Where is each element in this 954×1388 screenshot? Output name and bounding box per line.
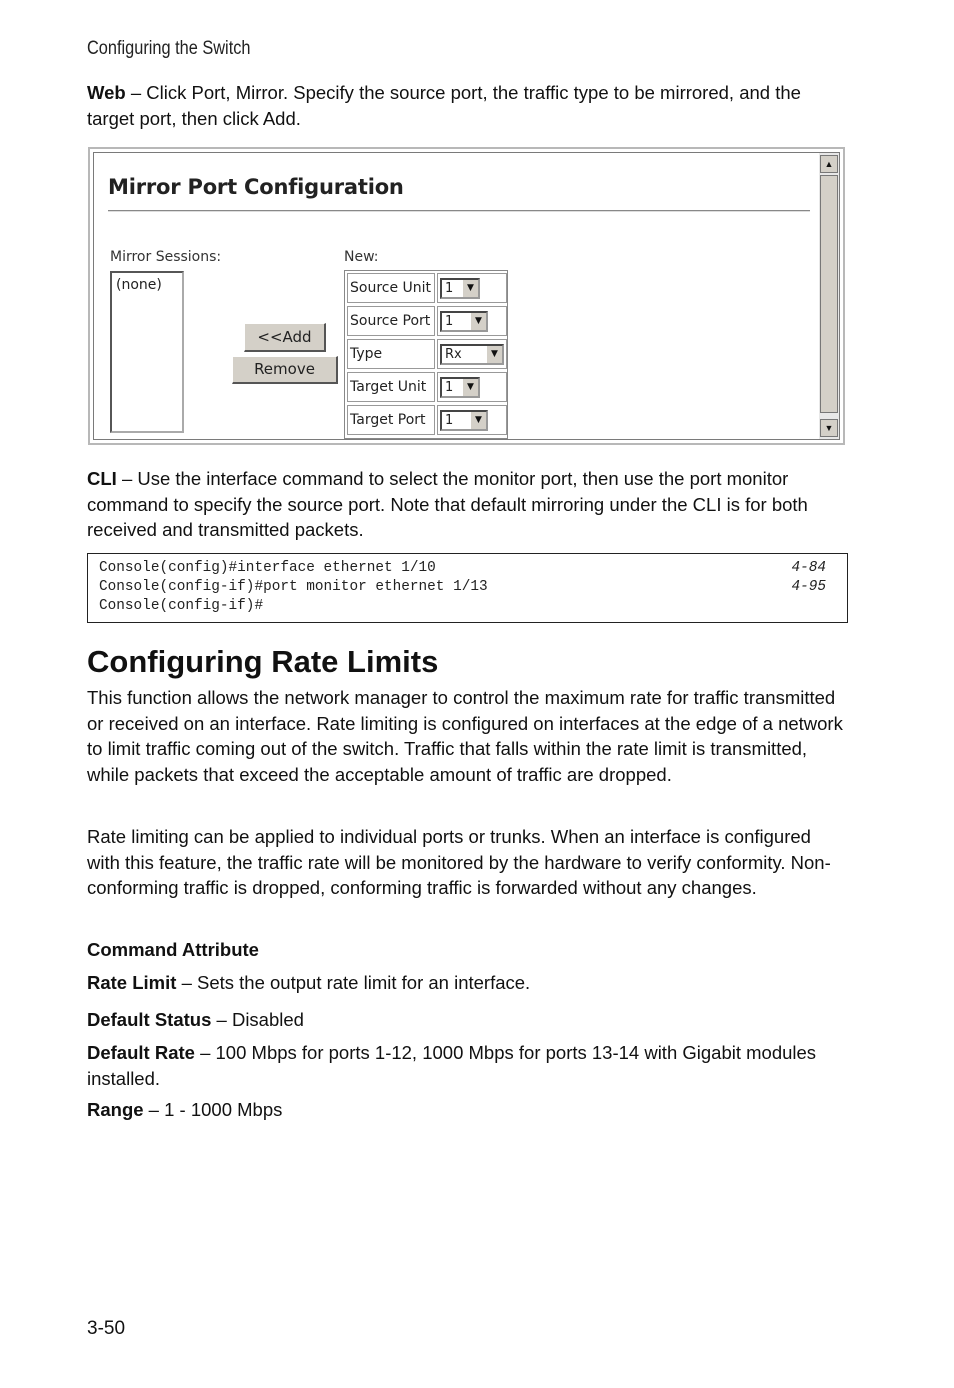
chevron-down-icon[interactable]: ▼ bbox=[462, 379, 478, 396]
type-cell bbox=[437, 339, 507, 369]
cli-code-block bbox=[87, 553, 848, 623]
scroll-up-icon[interactable]: ▲ bbox=[820, 155, 838, 173]
add-button[interactable]: <<Add bbox=[244, 323, 326, 352]
target-port-value: 1 bbox=[445, 413, 454, 428]
code-line: Console(config)#interface ethernet 1/10 bbox=[99, 560, 436, 576]
source-port-select[interactable] bbox=[440, 311, 488, 332]
mirror-port-screenshot bbox=[88, 147, 845, 445]
cli-text: – Use the interface command to select the monitor port, then use the port monitor command to specify the source port. Note that default mirroring under the CLI is for both received and transmitted packets. bbox=[87, 468, 808, 540]
type-select[interactable] bbox=[440, 344, 504, 365]
attr-text: – Disabled bbox=[211, 1009, 304, 1030]
cli-paragraph bbox=[87, 466, 847, 543]
attr-label: Range bbox=[87, 1099, 144, 1120]
web-paragraph bbox=[87, 80, 847, 131]
section-heading: Configuring Rate Limits bbox=[87, 644, 439, 679]
running-header: Configuring the Switch bbox=[87, 38, 251, 59]
target-unit-cell bbox=[437, 372, 507, 402]
target-unit-select[interactable] bbox=[440, 377, 480, 398]
attr-default-rate bbox=[87, 1040, 847, 1091]
source-port-value: 1 bbox=[445, 314, 454, 329]
attr-text: – 1 - 1000 Mbps bbox=[143, 1099, 283, 1120]
body-paragraph: This function allows the network manager to control the maximum rate for traffic transmitted or received on an interface. Rate limiting is configured on interfaces at the edge of a network to limit traffic coming out of the switch. Traffic that falls within the rate limit is transmitted, while packets that exceed the acceptable amount of traffic are dropped. bbox=[87, 687, 843, 785]
new-session-table bbox=[344, 270, 508, 439]
title-divider bbox=[108, 210, 810, 212]
source-unit-select[interactable] bbox=[440, 278, 480, 299]
sessions-list-item[interactable]: (none) bbox=[116, 277, 162, 293]
cli-label: CLI bbox=[87, 468, 117, 489]
web-text: – Click Port, Mirror. Specify the source port, the traffic type to be mirrored, and the target port, then click Add. bbox=[87, 82, 801, 129]
remove-button[interactable]: Remove bbox=[232, 356, 338, 384]
scroll-down-icon[interactable]: ▼ bbox=[820, 419, 838, 437]
attr-label: Default Rate bbox=[87, 1042, 195, 1063]
attr-default-status bbox=[87, 1007, 847, 1033]
scrollbar-thumb[interactable] bbox=[820, 175, 838, 413]
attr-label: Rate Limit bbox=[87, 972, 177, 993]
code-page-ref: 4-95 bbox=[791, 579, 826, 595]
target-unit-value: 1 bbox=[445, 380, 454, 395]
attr-label: Default Status bbox=[87, 1009, 212, 1030]
source-unit-cell bbox=[437, 273, 507, 303]
source-port-label: Source Port bbox=[347, 306, 435, 336]
code-line: Console(config-if)# bbox=[99, 598, 264, 614]
code-line: Console(config-if)#port monitor ethernet 1/13 bbox=[99, 579, 488, 595]
web-label: Web bbox=[87, 82, 126, 103]
chevron-down-icon[interactable]: ▼ bbox=[470, 313, 486, 330]
attr-rate-limit bbox=[87, 970, 847, 996]
body-paragraph: Rate limiting can be applied to individual ports or trunks. When an interface is configured with this feature, the traffic rate will be monitored by the hardware to verify conformity. Non-conforming traffic is dropped, conforming traffic is forwarded without any changes. bbox=[87, 826, 831, 898]
mirror-sessions-list[interactable] bbox=[110, 271, 184, 433]
type-value: Rx bbox=[445, 347, 462, 362]
target-port-select[interactable] bbox=[440, 410, 488, 431]
code-page-ref: 4-84 bbox=[791, 560, 826, 576]
chevron-down-icon[interactable]: ▼ bbox=[486, 346, 502, 363]
attr-range bbox=[87, 1097, 847, 1123]
source-unit-label: Source Unit bbox=[347, 273, 435, 303]
attr-text: – Sets the output rate limit for an interface. bbox=[176, 972, 531, 993]
type-label: Type bbox=[347, 339, 435, 369]
new-label: New: bbox=[344, 249, 379, 265]
attr-text: – 100 Mbps for ports 1-12, 1000 Mbps for ports 13-14 with Gigabit modules installed. bbox=[87, 1042, 817, 1089]
source-port-cell bbox=[437, 306, 507, 336]
chevron-down-icon[interactable]: ▼ bbox=[462, 280, 478, 297]
panel-title: Mirror Port Configuration bbox=[108, 175, 404, 199]
target-unit-label: Target Unit bbox=[347, 372, 435, 402]
vertical-scrollbar[interactable] bbox=[819, 153, 839, 439]
page-number: 3-50 bbox=[87, 1318, 126, 1339]
command-attribute-heading: Command Attribute bbox=[87, 939, 259, 960]
target-port-cell bbox=[437, 405, 507, 435]
chevron-down-icon[interactable]: ▼ bbox=[470, 412, 486, 429]
target-port-label: Target Port bbox=[347, 405, 435, 435]
source-unit-value: 1 bbox=[445, 281, 454, 296]
mirror-sessions-label: Mirror Sessions: bbox=[110, 249, 222, 265]
screenshot-panel bbox=[93, 152, 840, 440]
